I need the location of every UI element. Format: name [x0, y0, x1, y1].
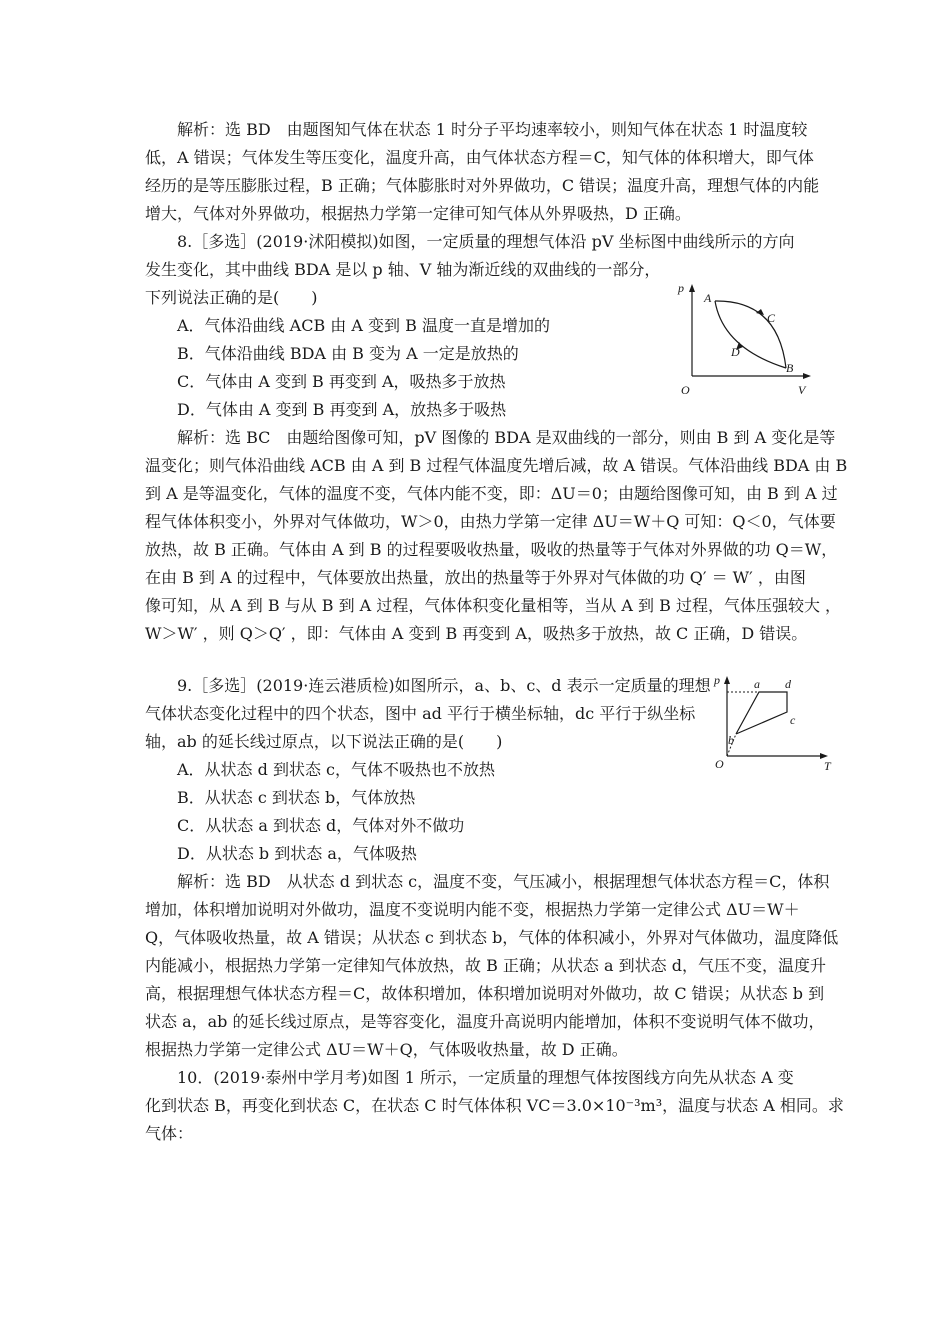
q9-analysis-line-3: Q，气体吸收热量，故 A 错误；从状态 c 到状态 b，气体的体积减小，外界对气体做功，温度降低 [145, 928, 839, 947]
q9-analysis-line-7: 根据热力学第一定律公式 ΔU＝W＋Q，气体吸收热量，故 D 正确。 [145, 1040, 628, 1059]
q8-stem-line-2: 发生变化，其中曲线 BDA 是以 p 轴、V 轴为渐近线的双曲线的一部分， [145, 260, 661, 279]
q8-option-b: B．气体沿曲线 BDA 由 B 变为 A 一定是放热的 [177, 344, 519, 363]
q8-analysis-line-2: 温变化；则气体沿曲线 ACB 由 A 到 B 过程气体温度先增后减，故 A 错误。气体沿曲线 BDA 由 B [145, 456, 848, 475]
q9-stem-line-1: 9.［多选］(2019·连云港质检)如图所示，a、b、c、d 表示一定质量的理想 [177, 676, 711, 695]
q9-analysis-line-4: 内能减小，根据热力学第一定律知气体放热，故 B 正确；从状态 a 到状态 d，气压不变，温度升 [145, 956, 826, 975]
q8-analysis-line-5: 放热，故 B 正确。气体由 A 到 B 的过程要吸收热量，吸收的热量等于气体对外界做的功 Q＝W， [145, 540, 838, 559]
q9-label-b: b [728, 733, 734, 747]
q8-option-c: C．气体由 A 变到 B 再变到 A，吸热多于放热 [177, 372, 506, 391]
q9-pt-diagram [705, 672, 835, 772]
q8-label-c: C [767, 311, 776, 325]
q9-option-b: B．从状态 c 到状态 b，气体放热 [177, 788, 416, 807]
q9-label-d: d [785, 677, 791, 691]
q8-analysis-line-7: 像可知，从 A 到 B 与从 B 到 A 过程，气体体积变化量相等，当从 A 到 B 过程，气体压强较大 ， [145, 596, 842, 615]
q8-analysis-line-6: 在由 B 到 A 的过程中，气体要放出热量，放出的热量等于外界对气体做的功 Q′ ＝ W′ ，由图 [145, 568, 806, 587]
q8-stem-line-3: 下列说法正确的是( ) [145, 288, 318, 307]
q9-option-d: D．从状态 b 到状态 a，气体吸热 [177, 844, 417, 863]
q9-label-o: O [715, 757, 724, 771]
q9-stem-line-2: 气体状态变化过程中的四个状态，图中 ad 平行于横坐标轴，dc 平行于纵坐标 [145, 704, 696, 723]
q7-analysis-line-1: 解析：选 BD 由题图知气体在状态 1 时分子平均速率较小，则知气体在状态 1 时温度较 [177, 120, 808, 139]
q9-analysis-line-5: 高，根据理想气体状态方程＝C，故体积增加，体积增加说明对外做功，故 C 错误；从状态 b 到 [145, 984, 825, 1003]
q8-label-a: A [704, 291, 712, 305]
q10-stem-line-1: 10．(2019·泰州中学月考)如图 1 所示，一定质量的理想气体按图线方向先从状态 A 变 [177, 1068, 794, 1087]
q8-label-p: p [678, 281, 684, 295]
q8-stem-line-1: 8.［多选］(2019·沭阳模拟)如图，一定质量的理想气体沿 pV 坐标图中曲线所示的方向 [177, 232, 795, 251]
q7-analysis-line-2: 低，A 错误；气体发生等压变化，温度升高，由气体状态方程＝C，知气体的体积增大，即气体 [145, 148, 814, 167]
q8-analysis-line-8: W＞W′ ，则 Q＞Q′ ，即：气体由 A 变到 B 再变到 A，吸热多于放热，故 C 正确，D 错误。 [145, 624, 808, 643]
q9-option-c: C．从状态 a 到状态 d，气体对外不做功 [177, 816, 465, 835]
q10-stem-line-3: 气体： [145, 1124, 194, 1143]
q8-option-a: A．气体沿曲线 ACB 由 A 变到 B 温度一直是增加的 [177, 316, 550, 335]
q8-pv-diagram [670, 276, 815, 401]
q9-label-c: c [790, 713, 796, 727]
q9-analysis-line-2: 增加，体积增加说明对外做功，温度不变说明内能不变，根据热力学第一定律公式 ΔU＝W＋ [145, 900, 800, 919]
q9-stem-line-3: 轴，ab 的延长线过原点，以下说法正确的是( ) [145, 732, 503, 751]
q8-analysis-line-1: 解析：选 BC 由题给图像可知，pV 图像的 BDA 是双曲线的一部分，则由 B 到 A 变化是等 [177, 428, 836, 447]
q8-analysis-line-3: 到 A 是等温变化，气体的温度不变，气体内能不变，即：ΔU＝0；由题给图像可知，由 B 到 A 过 [145, 484, 838, 503]
q9-analysis-line-1: 解析：选 BD 从状态 d 到状态 c，温度不变，气压减小，根据理想气体状态方程＝C，体积 [177, 872, 830, 891]
q9-label-a: a [754, 677, 760, 691]
q7-analysis-line-4: 增大，气体对外界做功，根据热力学第一定律可知气体从外界吸热，D 正确。 [145, 204, 691, 223]
q8-analysis-line-4: 程气体体积变小，外界对气体做功，W＞0，由热力学第一定律 ΔU＝W＋Q 可知：Q＜0，气体要 [145, 512, 836, 531]
q8-label-o: O [681, 383, 690, 397]
q7-analysis-line-3: 经历的是等压膨胀过程，B 正确；气体膨胀时对外界做功，C 错误；温度升高，理想气体的内能 [145, 176, 820, 195]
q9-label-p: p [714, 673, 720, 687]
q9-label-t: T [824, 759, 831, 772]
q8-label-d: D [731, 345, 740, 359]
q9-analysis-line-6: 状态 a，ab 的延长线过原点，是等容变化，温度升高说明内能增加，体积不变说明气体不做功， [145, 1012, 825, 1031]
q8-option-d: D．气体由 A 变到 B 再变到 A，放热多于吸热 [177, 400, 507, 419]
q9-option-a: A．从状态 d 到状态 c，气体不吸热也不放热 [177, 760, 496, 779]
q8-label-v: V [798, 383, 806, 397]
q8-label-b: B [786, 361, 794, 375]
q10-stem-line-2: 化到状态 B，再变化到状态 C，在状态 C 时气体体积 VC＝3.0×10⁻³m³，温度与状态 A 相同。求 [145, 1096, 844, 1115]
